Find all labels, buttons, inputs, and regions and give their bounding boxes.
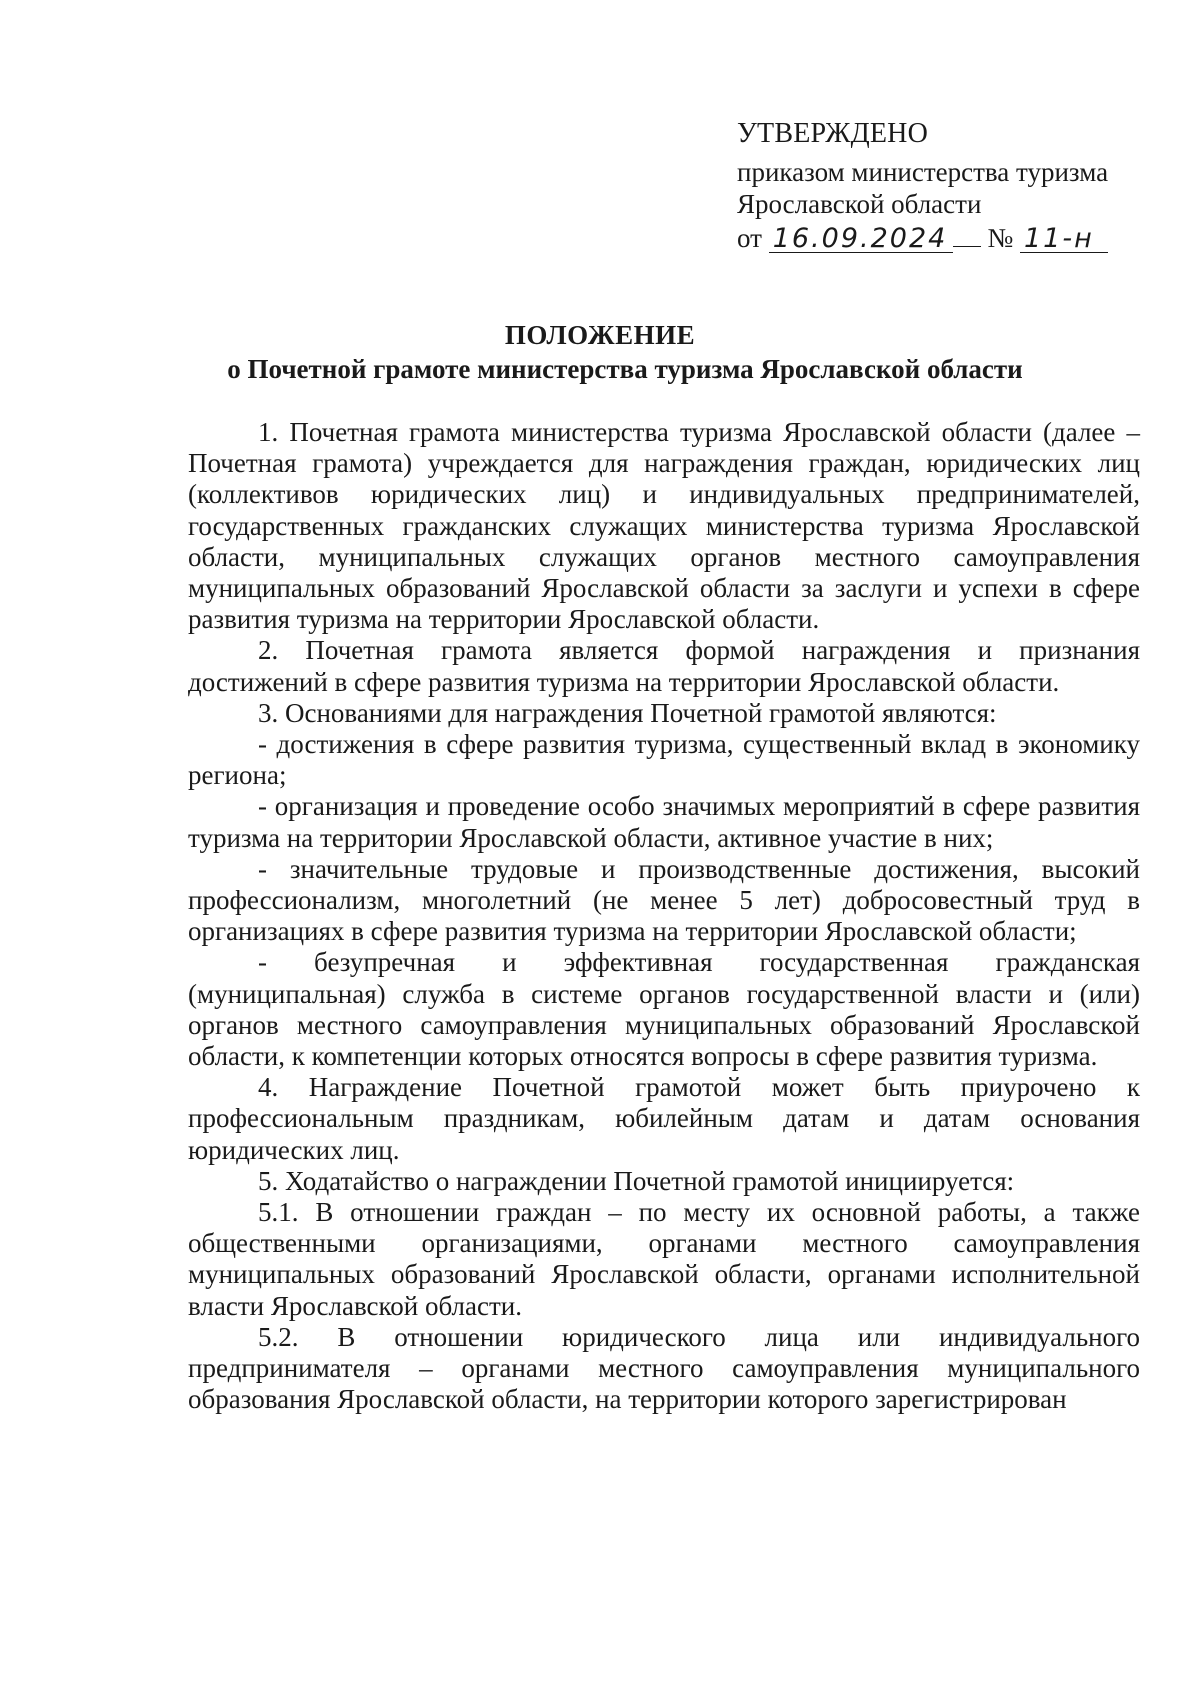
document-body bbox=[188, 417, 1140, 1416]
approval-stamp-block bbox=[737, 118, 1108, 254]
date-prefix: от bbox=[737, 223, 762, 253]
date-underline bbox=[953, 226, 981, 247]
approval-line-region: Ярославской области bbox=[737, 189, 982, 219]
paragraph-5: 5. Ходатайство о награждении Почетной грамотой инициируется: bbox=[258, 1165, 1015, 1196]
paragraph-4: 4. Награждение Почетной грамотой может быть приурочено к профессиональным праздникам, юбилейным датам и датам основания юридических лиц. bbox=[188, 1072, 1140, 1165]
approval-line-order: приказом министерства туризма bbox=[737, 157, 1109, 187]
number-sign: № bbox=[987, 223, 1014, 253]
approval-heading: УТВЕРЖДЕНО bbox=[737, 118, 929, 149]
paragraph-1: 1. Почетная грамота министерства туризма Ярославской области (далее – Почетная грамота) учреждается для награждения граждан, юридических лиц (коллективов юридических лиц) и индивидуальных предпринимателей, государственных гражданских служащих министерства туризма Ярославской области, муниципальных служащих органов местного самоуправления муниципальных образований Ярославской области за заслуги и успехи в сфере развития туризма на территории Ярославской области. bbox=[188, 417, 1140, 635]
list-item-service: - безупречная и эффективная государственная гражданская (муниципальная) служба в системе органов государственной власти и (или) органов местного самоуправления муниципальных образований Ярославской области, к компетенции которых относятся вопросы в сфере развития туризма. bbox=[188, 947, 1140, 1072]
approval-date-line bbox=[737, 222, 1108, 254]
handwritten-number: 11-н bbox=[1020, 226, 1108, 253]
paragraph-5-1: 5.1. В отношении граждан – по месту их основной работы, а также общественными организациями, органами местного самоуправления муниципальных образований Ярославской области, органами исполнительной власти Ярославской области. bbox=[188, 1197, 1140, 1321]
list-item-achievements: - достижения в сфере развития туризма, существенный вклад в экономику региона; bbox=[188, 729, 1140, 791]
paragraph-3: 3. Основаниями для награждения Почетной грамотой являются: bbox=[258, 697, 997, 728]
list-item-events: - организация и проведение особо значимых мероприятий в сфере развития туризма на территории Ярославской области, активное участие в них; bbox=[188, 791, 1140, 853]
paragraph-2: 2. Почетная грамота является формой награждения и признания достижений в сфере развития туризма на территории Ярославской области. bbox=[188, 635, 1140, 697]
title-subheading: о Почетной грамоте министерства туризма Ярославской области bbox=[227, 354, 1023, 384]
title-heading: ПОЛОЖЕНИЕ bbox=[504, 320, 696, 350]
paragraph-5-2: 5.2. В отношении юридического лица или индивидуального предпринимателя – органами местного самоуправления муниципального образования Ярославской области, на территории которого зарегистрирован bbox=[188, 1321, 1140, 1415]
document-title bbox=[0, 318, 1200, 386]
handwritten-date: 16.09.2024 bbox=[769, 226, 953, 253]
list-item-labor: - значительные трудовые и производственные достижения, высокий профессионализм, многолетний (не менее 5 лет) добросовестный труд в организациях в сфере развития туризма на территории Ярославской области; bbox=[188, 853, 1140, 947]
